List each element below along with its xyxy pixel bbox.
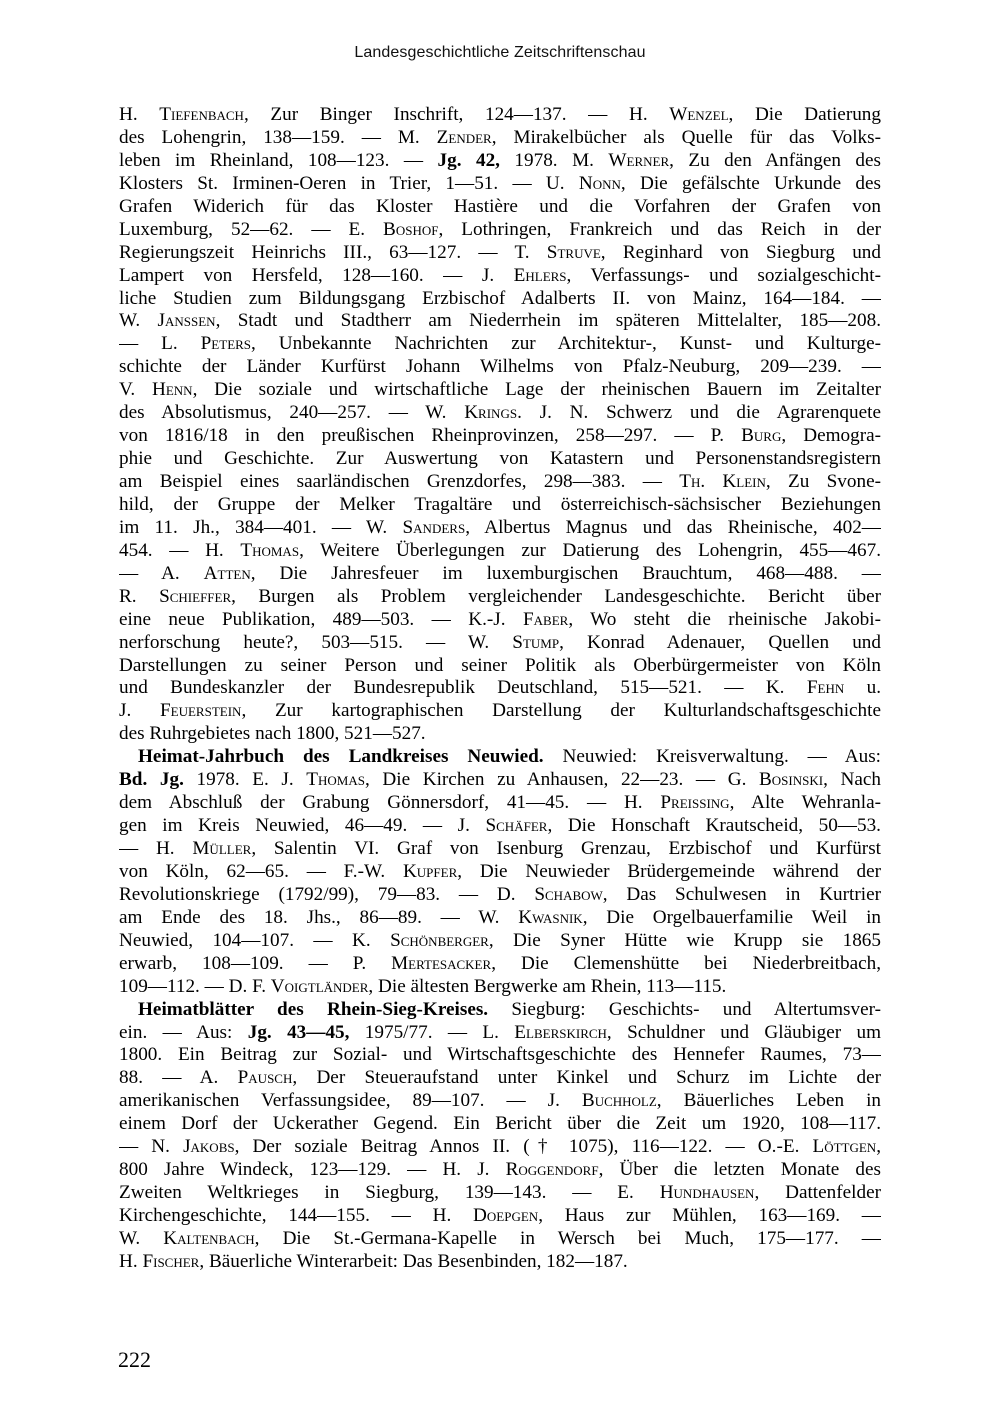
text-line: am Ende des 18. Jhs., 86—89. — W. Kwasnik, Die Orgelbauerfamilie Weil in: [119, 906, 881, 928]
text-line: — N. Jakobs, Der soziale Beitrag Annos II. († 1075), 116—122. — O.-E. Löttgen,: [119, 1136, 881, 1158]
text-line: gen im Kreis Neuwied, 46—49. — J. Schäfer, Die Honschaft Krautscheid, 50—53.: [119, 815, 881, 837]
text-line: W. Kaltenbach, Die St.-Germana-Kapelle in Wersch bei Much, 175—177. —: [119, 1227, 881, 1249]
text-line: Neuwied, 104—107. — K. Schönberger, Die Syner Hütte wie Krupp sie 1865: [119, 929, 881, 951]
text-line: Grafen Widerich für das Kloster Hastière und die Vorfahren der Grafen von: [119, 195, 881, 217]
text-line: leben im Rheinland, 108—123. — Jg. 42, 1978. M. Werner, Zu den Anfängen des: [119, 149, 881, 171]
text-line: Luxemburg, 52—62. — E. Boshof, Lothringen, Frankreich und das Reich in der: [119, 218, 881, 240]
text-line: dem Abschluß der Grabung Gönnersdorf, 41—45. — H. Preissing, Alte Wehranla-: [119, 792, 881, 814]
text-line: nerforschung heute?, 503—515. — W. Stump, Konrad Adenauer, Quellen und: [119, 631, 881, 653]
running-head: Landesgeschichtliche Zeitschriftenschau: [354, 44, 646, 61]
text-line: W. Janssen, Stadt und Stadtherr am Niederrhein im späteren Mittelalter, 185—208.: [119, 310, 881, 332]
text-line: liche Studien zum Bildungsgang Erzbischof Adalberts II. von Mainz, 164—184. —: [119, 287, 881, 309]
text-line: Regierungszeit Heinrichs III., 63—127. — T. Struve, Reginhard von Siegburg und: [119, 241, 881, 263]
text-line: des Absolutismus, 240—257. — W. Krings. J. N. Schwerz und die Agrarenquete: [119, 402, 881, 424]
text-line: — H. Müller, Salentin VI. Graf von Isenburg Grenzau, Erzbischof und Kurfürst: [119, 838, 881, 859]
text-line: Kirchengeschichte, 144—155. — H. Doepgen, Haus zur Mühlen, 163—169. —: [119, 1205, 881, 1226]
text-line: einem Dorf der Uckerather Gegend. Ein Bericht über die Zeit um 1920, 108—117.: [119, 1113, 881, 1135]
text-line: 109—112. — D. F. Voigtländer, Die ältesten Bergwerke am Rhein, 113—115.: [119, 975, 727, 997]
text-line: von 1816/18 in den preußischen Rheinprovinzen, 258—297. — P. Burg, Demogra-: [119, 425, 881, 447]
text-line: 88. — A. Pausch, Der Steueraufstand unter Kinkel und Schurz im Lichte der: [119, 1067, 881, 1089]
text-line: hild, der Gruppe der Melker Tragaltäre und österreichisch-sächsischer Beziehungen: [119, 493, 881, 515]
text-line: H. Tiefenbach, Zur Binger Inschrift, 124—137. — H. Wenzel, Die Datierung: [119, 104, 881, 125]
body-text: [119, 104, 881, 1274]
text-line: 800 Jahre Windeck, 123—129. — H. J. Roggendorf, Über die letzten Monate des: [119, 1159, 881, 1181]
text-line: R. Schieffer, Burgen als Problem vergleichender Landesgeschichte. Bericht über: [119, 585, 881, 607]
text-line: Lampert von Hersfeld, 128—160. — J. Ehlers, Verfassungs- und sozialgeschicht-: [119, 264, 881, 286]
text-line: Revolutionskriege (1792/99), 79—83. — D. Schabow, Das Schulwesen in Kurtrier: [119, 883, 881, 905]
text-line: schichte der Länder Kurfürst Johann Wilhelms von Pfalz-Neuburg, 209—239. —: [119, 356, 881, 378]
text-line: Heimatblätter des Rhein-Sieg-Kreises. Siegburg: Geschichts- und Altertumsver-: [138, 998, 881, 1020]
text-line: J. Feuerstein, Zur kartographischen Darstellung der Kulturlandschaftsgeschichte: [119, 700, 881, 722]
text-line: am Beispiel eines saarländischen Grenzdorfes, 298—383. — Th. Klein, Zu Svone-: [119, 471, 881, 492]
text-line: von Köln, 62—65. — F.-W. Kupfer, Die Neuwieder Brüdergemeinde während der: [119, 860, 881, 882]
text-line: Bd. Jg. 1978. E. J. Thomas, Die Kirchen zu Anhausen, 22—23. — G. Bosinski, Nach: [119, 769, 881, 791]
page-number: 222: [118, 1347, 151, 1372]
text-line: — L. Peters, Unbekannte Nachrichten zur Architektur-, Kunst- und Kulturge-: [119, 333, 881, 355]
text-line: Heimat-Jahrbuch des Landkreises Neuwied. Neuwied: Kreisverwaltung. — Aus:: [138, 746, 881, 768]
text-line: im 11. Jh., 384—401. — W. Sanders, Albertus Magnus und das Rheinische, 402—: [119, 516, 881, 538]
text-line: H. Fischer, Bäuerliche Winterarbeit: Das Besenbinden, 182—187.: [119, 1250, 628, 1272]
text-line: — A. Atten, Die Jahresfeuer im luxemburgischen Brauchtum, 468—488. —: [119, 562, 881, 584]
text-line: und Bundeskanzler der Bundesrepublik Deutschland, 515—521. — K. Fehn u.: [119, 677, 881, 699]
text-line: 1800. Ein Beitrag zur Sozial- und Wirtschaftsgeschichte des Hennefer Raumes, 73—: [119, 1044, 881, 1066]
text-line: Klosters St. Irminen-Oeren in Trier, 1—51. — U. Nonn, Die gefälschte Urkunde des: [119, 172, 881, 194]
text-line: ein. — Aus: Jg. 43—45, 1975/77. — L. Elberskirch, Schuldner und Gläubiger um: [119, 1021, 881, 1043]
text-line: des Ruhrgebietes nach 1800, 521—527.: [119, 723, 426, 745]
text-line: 454. — H. Thomas, Weitere Überlegungen zur Datierung des Lohengrin, 455—467.: [119, 539, 881, 561]
text-line: V. Henn, Die soziale und wirtschaftliche Lage der rheinischen Bauern im Zeitalter: [119, 379, 881, 401]
text-line: Zweiten Weltkrieges in Siegburg, 139—143. — E. Hundhausen, Dattenfelder: [119, 1182, 881, 1204]
text-line: Darstellungen zu seiner Person und seiner Politik als Oberbürgermeister von Köln: [119, 654, 881, 676]
text-line: phie und Geschichte. Zur Auswertung von Katastern und Personenstandsregistern: [119, 448, 881, 470]
text-line: eine neue Publikation, 489—503. — K.-J. Faber, Wo steht die rheinische Jakobi-: [119, 608, 881, 630]
text-line: des Lohengrin, 138—159. — M. Zender, Mirakelbücher als Quelle für das Volks-: [119, 126, 881, 148]
text-line: amerikanischen Verfassungsidee, 89—107. — J. Buchholz, Bäuerliches Leben in: [119, 1090, 881, 1112]
text-line: erwarb, 108—109. — P. Mertesacker, Die Clemenshütte bei Niederbreitbach,: [119, 952, 881, 974]
